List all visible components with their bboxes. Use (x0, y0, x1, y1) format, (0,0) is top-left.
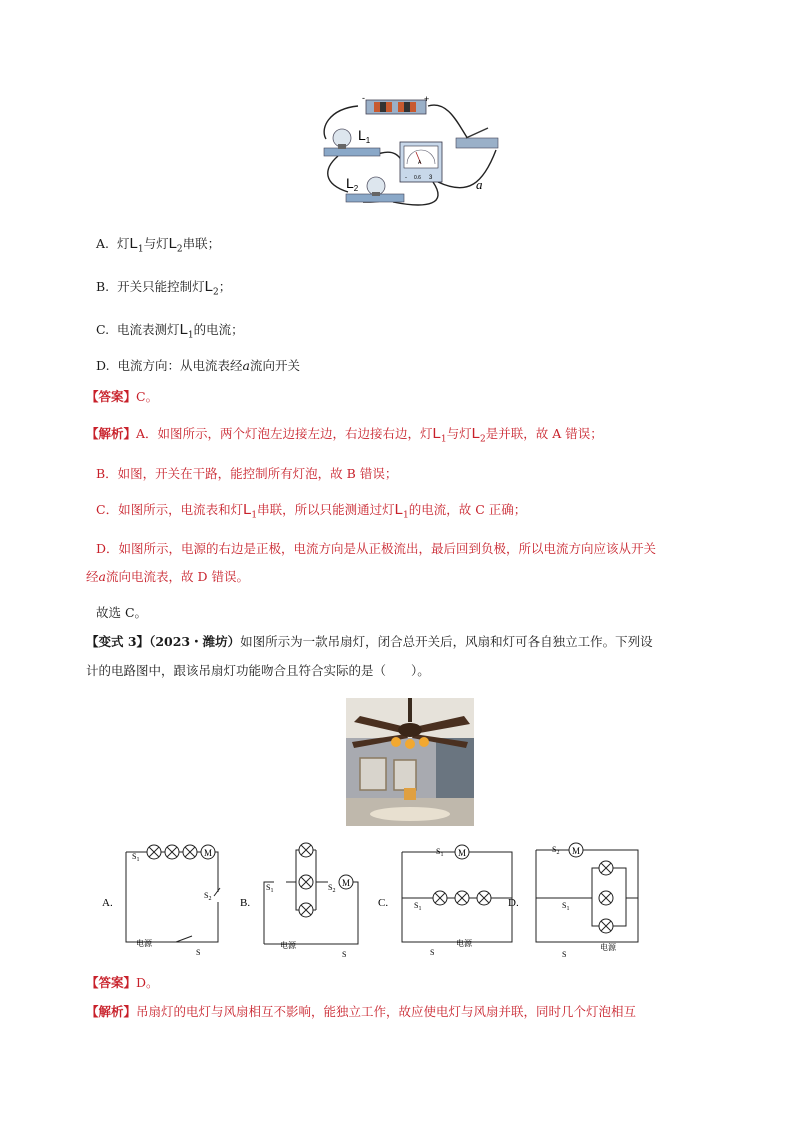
svg-text:M: M (458, 848, 467, 858)
lamp-l1-label: $L_1$ (358, 127, 371, 145)
analysis-2: 【解析】吊扇灯的电灯与风扇相互不影响，能独立工作，故应使电灯与风扇并联，同时几个灯泡相互 (86, 1004, 637, 1019)
variant-3-line-1: 【变式 3】（2023・潍坊）如图所示为一款吊扇灯，闭合总开关后，风扇和灯可各自独立工作。下列设 (86, 634, 653, 649)
analysis-1-a: 【解析】A．如图所示，两个灯泡左边接左边，右边接右边，灯$L_1$与灯$L_2$是并联，故 A 错误； (86, 425, 603, 445)
svg-text:S: S (342, 950, 347, 959)
answer-1: 【答案】C。 (86, 389, 159, 404)
option-d: D. 电流方向：从电流表经a流向开关 (96, 358, 300, 373)
answer-2: 【答案】D。 (86, 975, 159, 990)
ceiling-fan-photo (346, 698, 474, 826)
analysis-1-c: C．如图所示，电流表和灯$L_1$串联，所以只能测通过灯$L_1$的电流，故 C 正确； (96, 501, 527, 521)
svg-text:S: S (562, 950, 567, 959)
circuit-c-source: 电源 (456, 939, 472, 948)
circuit-figure-1 (318, 94, 518, 212)
meter-terminal-3: 3 (429, 175, 433, 181)
svg-text:S2: $S_2$ (552, 845, 560, 856)
svg-text:S1: $S_1$ (562, 901, 570, 912)
svg-text:M: M (572, 846, 581, 856)
meter-terminal-neg: - (405, 175, 407, 181)
svg-text:M: M (342, 878, 351, 888)
circuit-label-b: B. (240, 897, 251, 909)
svg-text:S1: $S_1$ (266, 883, 274, 894)
analysis-1-d1: D．如图所示，电源的右边是正极，电流方向是从正极流出，最后回到负极，所以电流方向应该从开关 (96, 541, 657, 556)
wire-a-label: a (476, 177, 483, 192)
option-a: A. 灯$L_1$与灯$L_2$串联； (96, 235, 221, 255)
analysis-1-b: B．如图，开关在干路，能控制所有灯泡，故 B 错误； (96, 466, 398, 481)
svg-text:S1: $S_1$ (414, 901, 422, 912)
variant-3-line-2: 计的电路图中，跟该吊扇灯功能吻合且符合实际的是（ ）。 (86, 663, 430, 678)
meter-unit: A (418, 160, 422, 166)
meter-terminal-06: 0.6 (414, 175, 421, 181)
circuit-label-c: C. (378, 897, 389, 909)
conclusion-1: 故选 C。 (96, 605, 148, 620)
battery-plus: + (424, 94, 430, 104)
option-c: C. 电流表测灯$L_1$的电流； (96, 321, 244, 341)
svg-text:S: S (196, 948, 201, 957)
circuit-label-d: D. (508, 897, 519, 909)
analysis-1-d2: 经a流向电流表，故 D 错误。 (86, 569, 249, 584)
circuit-b-source: 电源 (280, 941, 296, 950)
svg-text:S1: $S_1$ (436, 847, 444, 858)
circuit-options (96, 838, 656, 962)
svg-text:S1: $S_1$ (132, 852, 140, 863)
svg-text:M: M (204, 848, 213, 858)
battery-minus: - (362, 94, 365, 103)
svg-text:S2: $S_2$ (328, 883, 336, 894)
lamp-l2-label: $L_2$ (346, 175, 359, 193)
svg-text:S2: $S_2$ (204, 891, 212, 902)
svg-text:S: S (430, 948, 435, 957)
circuit-label-a: A. (102, 897, 113, 909)
circuit-a-source: 电源 (136, 939, 152, 948)
circuit-d-source: 电源 (600, 943, 616, 952)
option-b: B. 开关只能控制灯$L_2$； (96, 278, 232, 298)
